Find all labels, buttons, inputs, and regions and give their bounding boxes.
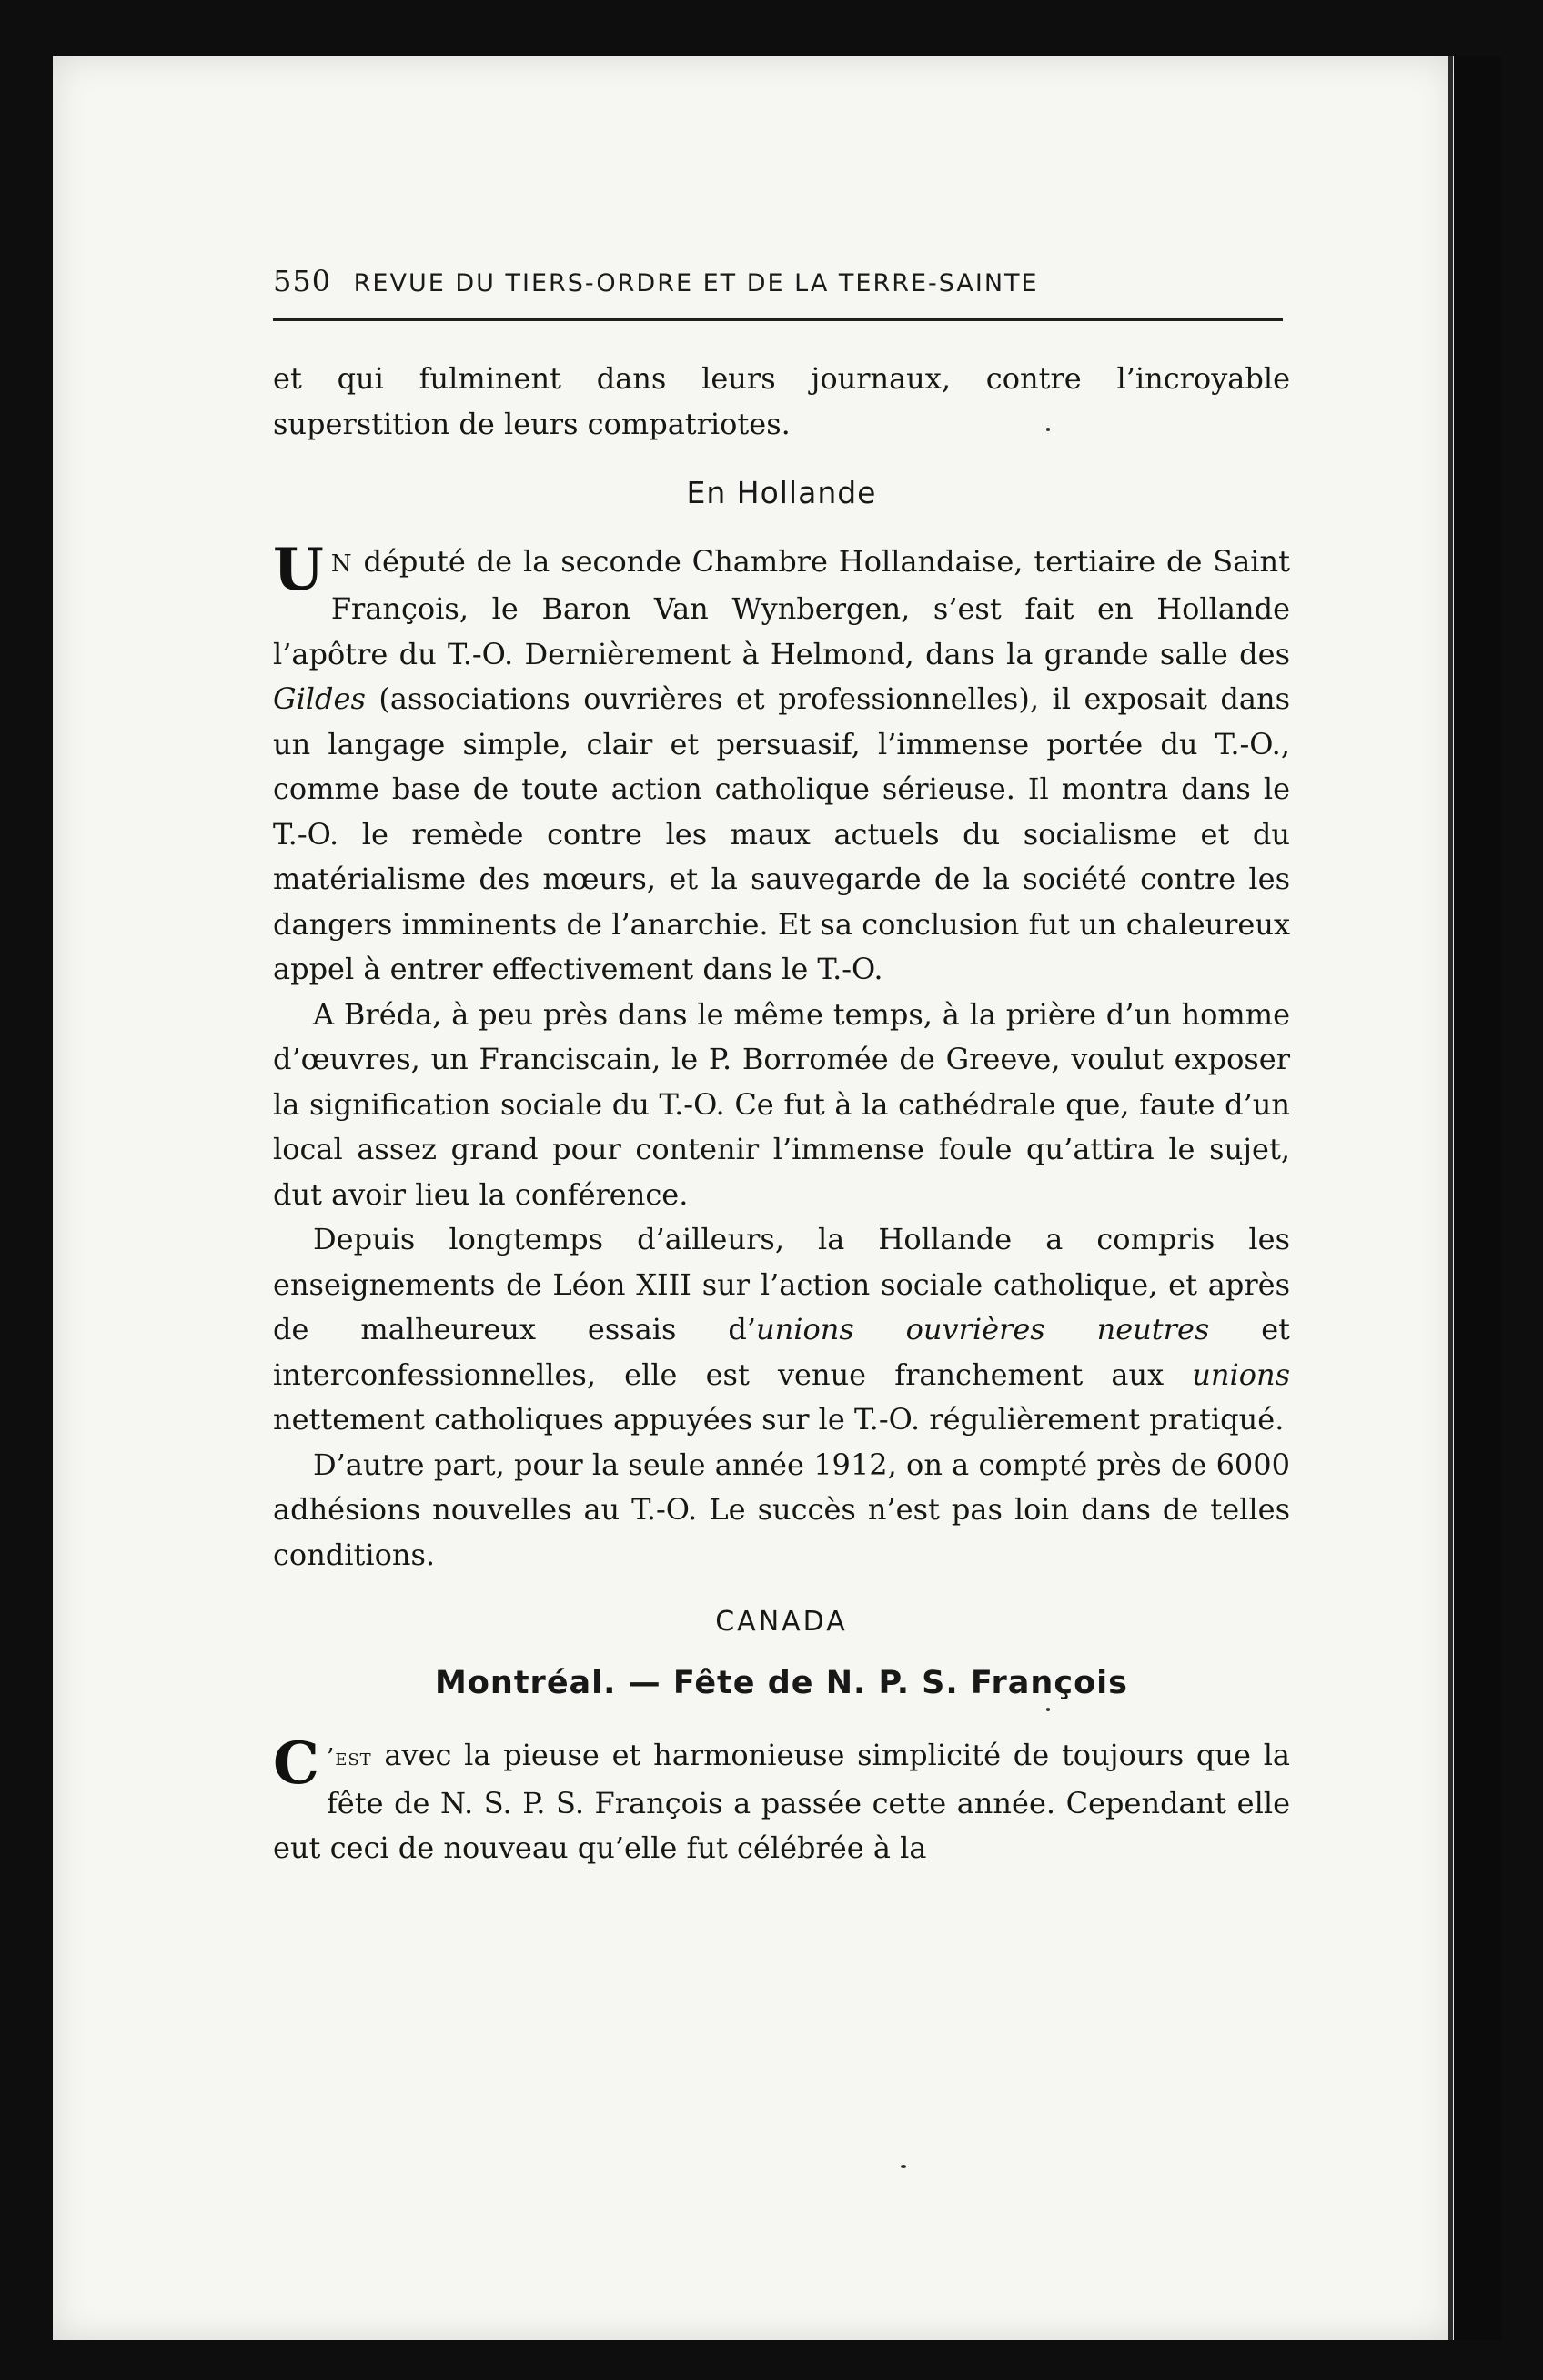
section-heading-hollande: En Hollande	[686, 475, 877, 510]
hollande-paragraph-2: A Bréda, à peu près dans le même temps, à la prière d’un homme d’œuvres, un Franciscain, le P. Borromée de Greeve, voulut exposer la signification sociale du T.-O. Ce fut à la cathédrale que, faute d’un local assez grand pour contenir l’immense foule qu’attira le sujet, dut avoir lieu la conférence.	[273, 996, 1290, 1212]
hollande-p1-text: député de la seconde Chambre Hollandaise, tertiaire de Saint François, le Baron Van Wynbergen, s’est fait en Hollande l’apôtre du T.-O. Dernièrement à Helmond, dans la grande salle des	[273, 543, 1291, 671]
continuation-paragraph: et qui fulminent dans leurs journaux, contre l’incroyable superstition de leurs compatriotes.	[273, 361, 1290, 441]
hollande-paragraph-1	[273, 535, 1291, 993]
running-header	[273, 264, 1283, 309]
page-number: 550	[273, 264, 332, 298]
italic-unions-neutres: unions ouvrières neutres	[756, 1312, 1210, 1346]
italic-gildes: Gildes	[273, 681, 366, 716]
article-body	[273, 357, 1290, 1871]
ink-speck	[901, 2165, 906, 2168]
drop-cap-c: C	[273, 1730, 319, 1798]
section-heading-canada: CANADA	[715, 1606, 848, 1638]
canada-paragraph-1	[273, 1730, 1291, 1871]
running-title: REVUE DU TIERS-ORDRE ET DE LA TERRE-SAINTE	[353, 269, 1039, 298]
ink-speck	[1046, 428, 1050, 431]
drop-cap-u: U	[273, 535, 324, 604]
hollande-p3-c: nettement catholiques appuyées sur le T.-O. régulièrement pratiqué.	[273, 1402, 1285, 1437]
hollande-p3-a: Depuis longtemps d’ailleurs, la Hollande a compris les enseignements de Léon XIII sur l’action sociale catholique, et après de malheureux essais d’	[273, 1222, 1290, 1346]
canada-p1-text: avec la pieuse et harmonieuse simplicité de toujours que la fête de N. S. P. S. François a passée cette année. Cependant elle eut ceci de nouveau qu’elle fut célébrée à la	[273, 1738, 1291, 1865]
hollande-p1-text-2: (associations ouvrières et professionnelles), il exposait dans un langage simple, clair et persuasif, l’immense portée du T.-O., comme base de toute action catholique sérieuse. Il montra dans le T.-O. le remède contre les maux actuels du socialisme et du matérialisme des mœurs, et la sauvegarde de la société contre les dangers imminents de l’anarchie. Et sa conclusion fut un chaleureux appel à entrer effectivement dans le T.-O.	[273, 681, 1291, 986]
header-rule	[273, 318, 1283, 321]
small-caps-est: ’est	[326, 1744, 372, 1771]
subsection-heading-montreal: Montréal. — Fête de N. P. S. François	[435, 1664, 1128, 1701]
hollande-paragraph-3	[273, 1217, 1290, 1443]
italic-unions: unions	[1192, 1356, 1291, 1392]
page-edge-line	[1448, 56, 1453, 2340]
book-spine-shadow	[1454, 56, 1501, 2340]
ink-speck	[1046, 1708, 1050, 1711]
hollande-paragraph-4: D’autre part, pour la seule année 1912, on a compté près de 6000 adhésions nouvelles au T.-O. Le succès n’est pas loin dans de telles conditions.	[273, 1447, 1290, 1572]
hollande-p3-b: et interconfessionnelles, elle est venue franchement aux	[273, 1312, 1291, 1392]
small-caps-n: N	[330, 550, 353, 578]
